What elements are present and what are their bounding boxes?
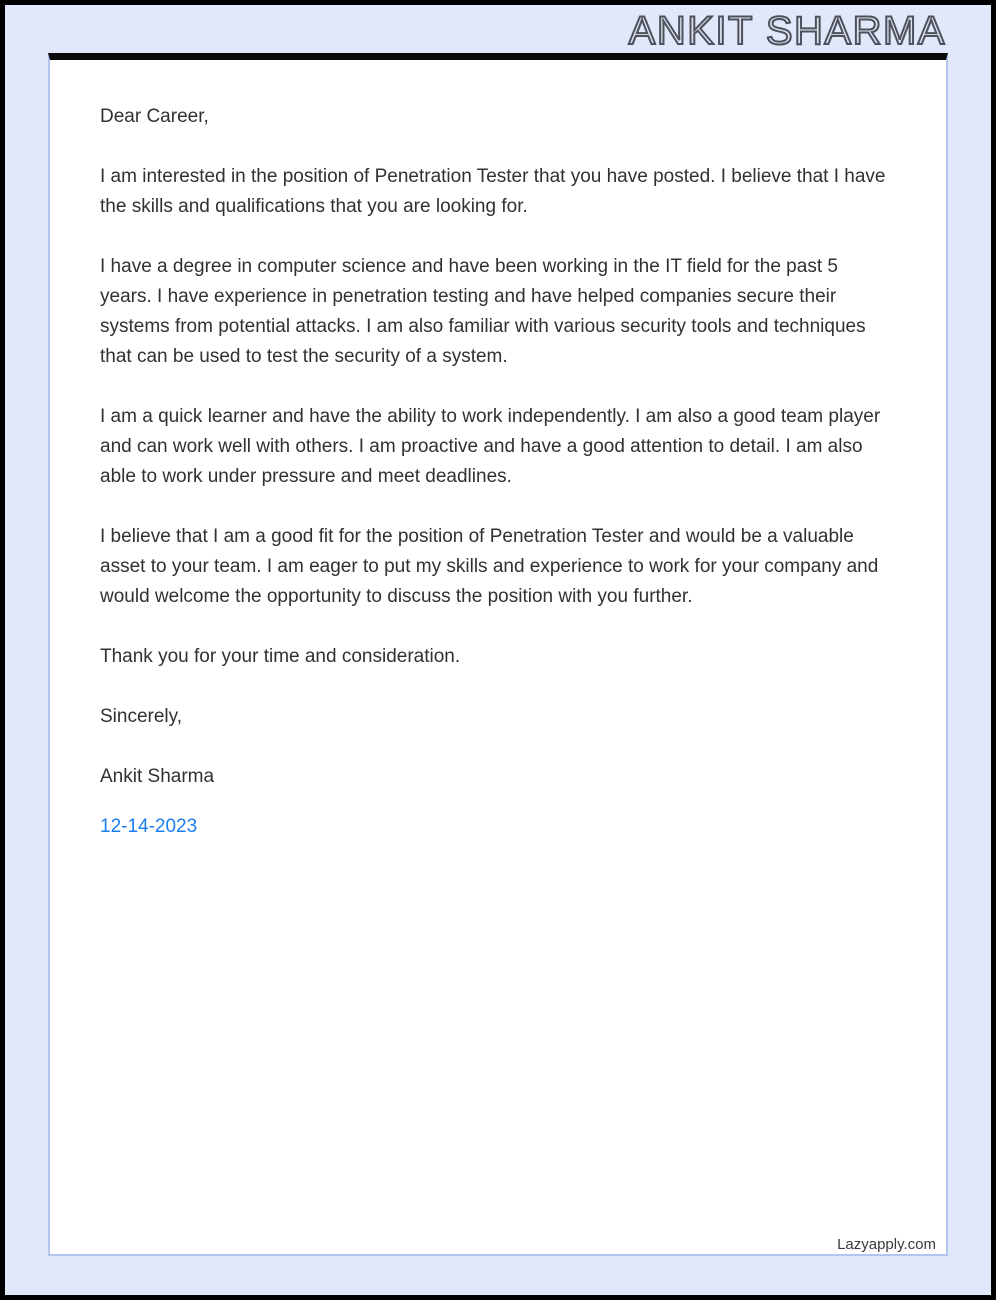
watermark-lazyapply: Lazyapply.com xyxy=(837,1236,936,1253)
paragraph-fit: I believe that I am a good fit for the position of Penetration Tester and would be a valuable asset to your team. I am eager to put my skills and experience to work for your company and would welcome the opportunity to discuss the position with you further. xyxy=(100,526,879,607)
cover-letter-document xyxy=(48,53,948,1256)
applicant-name-heading: ANKIT SHARMA xyxy=(628,9,946,53)
letter-date-link[interactable]: 12-14-2023 xyxy=(100,816,198,837)
letter-body xyxy=(50,60,946,842)
closing-signoff: Sincerely, xyxy=(100,706,183,727)
salutation: Dear Career, xyxy=(100,106,209,127)
paragraph-skills: I am a quick learner and have the ability to work independently. I am also a good team player and can work well with others. I am proactive and have a good attention to detail. I am also able to work under pressure and meet deadlines. xyxy=(100,406,881,487)
paragraph-experience: I have a degree in computer science and have been working in the IT field for the past 5 years. I have experience in penetration testing and have helped companies secure their systems from potential attacks. I am also familiar with various security tools and techniques that can be used to test the security of a system. xyxy=(100,256,866,367)
signature-name: Ankit Sharma xyxy=(100,766,215,787)
letter-header xyxy=(5,5,991,53)
closing-thanks: Thank you for your time and consideration. xyxy=(100,646,461,667)
paragraph-interest: I am interested in the position of Penetration Tester that you have posted. I believe that I have the skills and qualifications that you are looking for. xyxy=(100,166,886,217)
